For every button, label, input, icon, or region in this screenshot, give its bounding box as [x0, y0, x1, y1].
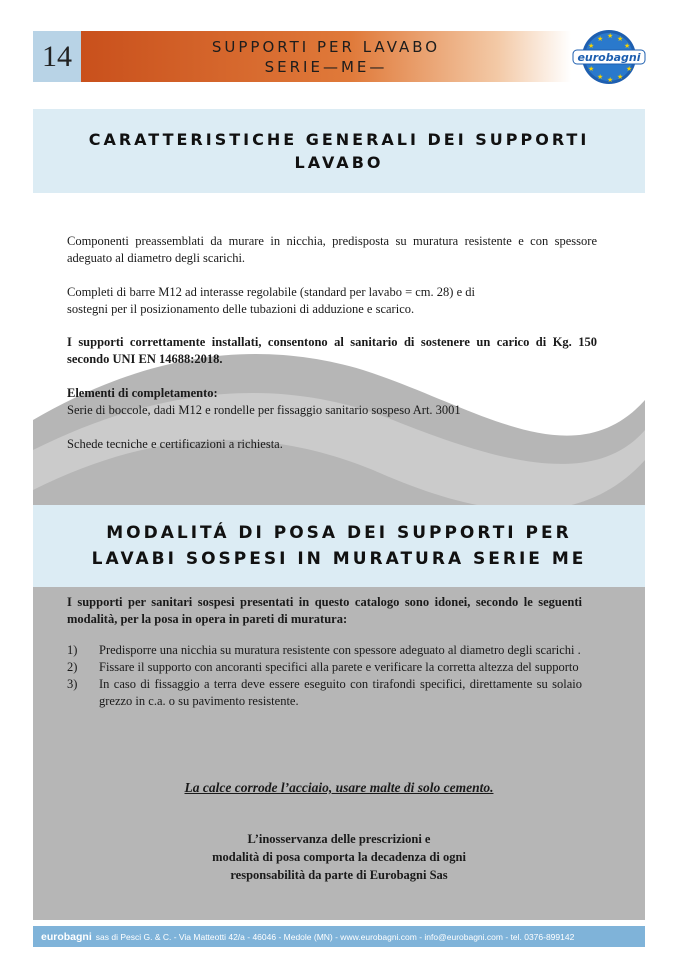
section-heading-characteristics: [33, 109, 645, 193]
installation-steps: [67, 642, 582, 710]
notice-line2: modalità di posa comporta la decadenza di ogni: [212, 850, 466, 864]
list-item: [67, 676, 582, 710]
liability-notice: [0, 830, 678, 884]
section-heading-installation: [33, 505, 645, 587]
svg-text:★: ★: [607, 32, 614, 40]
paragraph-bars-line2: sostegni per il posizionamento delle tubazioni di adduzione e scarico.: [67, 302, 415, 316]
svg-text:★: ★: [626, 65, 633, 73]
footer-contact: sas di Pesci G. & C. - Via Matteotti 42/a - 46046 - Medole (MN) - www.eurobagni.com - info@eurobagni.com - tel. 0376-899142: [95, 931, 575, 942]
section2-heading-line2: LAVABI SOSPESI IN MURATURA SERIE ME: [91, 549, 587, 569]
paragraph-load-capacity: I supporti correttamente installati, consentono al sanitario di sostenere un carico di Kg. 150 secondo UNI EN 14688:2018.: [67, 335, 597, 366]
section1-heading-line2: LAVABO: [294, 153, 384, 172]
list-item: [67, 659, 582, 676]
paragraph-components: Componenti preassemblati da murare in nicchia, predisposta su muratura resistente e con spessore adeguato al diametro degli scarichi.: [67, 234, 597, 265]
paragraph-bars-line1: Completi di barre M12 ad interasse regolabile (standard per lavabo = cm. 28) e di: [67, 285, 475, 299]
notice-line3: responsabilità da parte di Eurobagni Sas: [230, 868, 448, 882]
step-number: 3): [67, 677, 78, 691]
step-text: In caso di fissaggio a terra deve essere eseguito con tirafondi specifici, direttamente su solaio grezzo in c.a. o su pavimento resistente.: [99, 677, 582, 708]
completion-text: Serie di boccole, dadi M12 e rondelle per fissaggio sanitario sospeso Art. 3001: [67, 403, 461, 417]
page-title-bar: [81, 31, 571, 82]
svg-text:★: ★: [617, 73, 624, 81]
completion-elements: [67, 385, 597, 419]
svg-text:★: ★: [597, 35, 604, 43]
page-title-line1: SUPPORTI PER LAVABO: [211, 37, 441, 56]
installation-intro: I supporti per sanitari sospesi presentati in questo catalogo sono idonei, secondo le seguenti modalità, per la posa in opera in pareti di muratura:: [67, 595, 582, 626]
step-number: 2): [67, 660, 78, 674]
page-number: 14: [33, 31, 81, 82]
step-text: Predisporre una nicchia su muratura resistente con spessore adeguato al diametro degli scarichi .: [99, 643, 581, 657]
section2-heading-line1: MODALITÁ DI POSA DEI SUPPORTI PER: [106, 523, 572, 543]
step-number: 1): [67, 643, 78, 657]
svg-text:★: ★: [588, 42, 595, 50]
paragraph-bars: [67, 284, 597, 318]
svg-text:★: ★: [617, 35, 624, 43]
svg-text:★: ★: [588, 65, 595, 73]
list-item: [67, 642, 582, 659]
footer-brand: eurobagni: [41, 930, 92, 943]
docs-note: Schede tecniche e certificazioni a richiesta.: [67, 437, 283, 451]
svg-text:★: ★: [624, 42, 631, 50]
svg-text:★: ★: [607, 76, 614, 84]
eurobagni-logo: [571, 27, 647, 87]
completion-title: Elementi di completamento:: [67, 386, 218, 400]
footer-bar: [33, 926, 645, 947]
section1-heading-line1: CARATTERISTICHE GENERALI DEI SUPPORTI: [88, 130, 590, 149]
svg-text:eurobagni: eurobagni: [577, 51, 641, 64]
svg-text:★: ★: [597, 73, 604, 81]
page-title-line2: SERIE—ME—: [264, 57, 388, 76]
mortar-warning: La calce corrode l’acciaio, usare malte di solo cemento.: [184, 780, 494, 795]
notice-line1: L’inosservanza delle prescrizioni e: [247, 832, 431, 846]
step-text: Fissare il supporto con ancoranti specifici alla parete e verificare la corretta altezza del supporto: [99, 660, 579, 674]
